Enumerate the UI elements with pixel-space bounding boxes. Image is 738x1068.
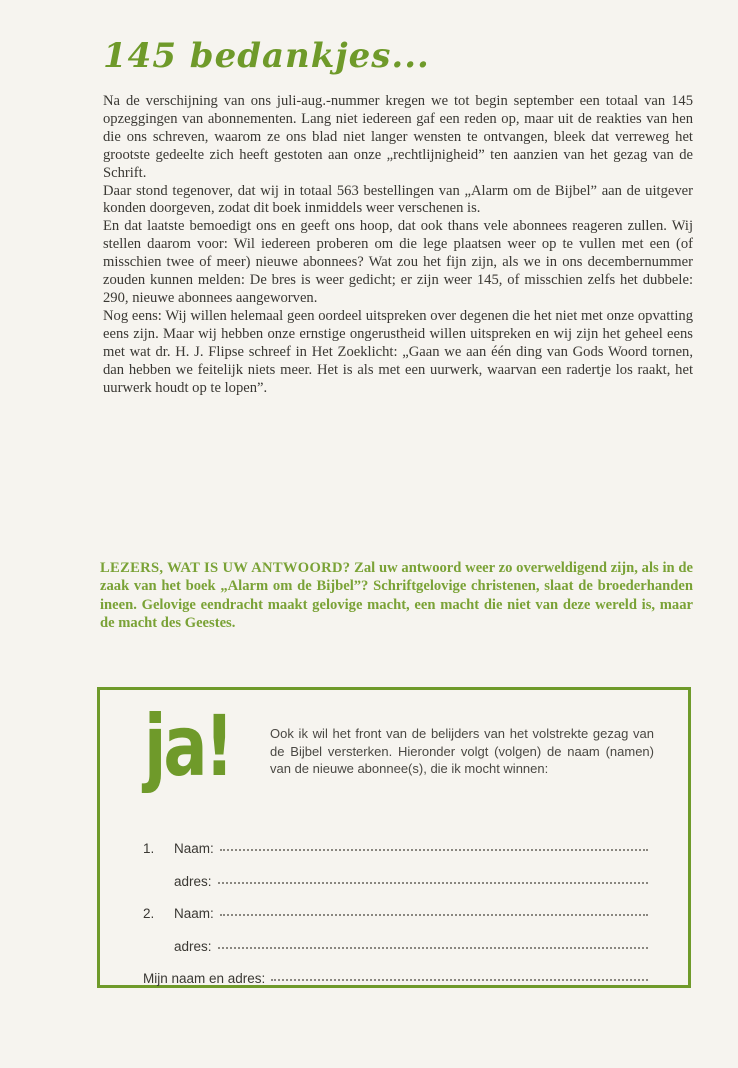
name-2-line[interactable] (220, 913, 648, 916)
callout-lead: LEZERS, WAT IS UW ANTWOORD? (100, 560, 351, 576)
own-address-line[interactable] (271, 978, 648, 981)
own-address-row[interactable] (143, 962, 648, 986)
field-number: 1. (143, 841, 155, 856)
form-fields (143, 832, 648, 995)
callout-text: Zal uw antwoord weer zo overweldigend zijn, als in de zaak van het boek „Alarm om de Bijbel”? Schriftgelovige christenen, slaat de broederhanden ineen. Gelovige eendracht maakt gelovige macht, een macht die niet van deze wereld is, maar de macht des Geestes. (100, 560, 693, 632)
paragraph: En dat laatste bemoedigt ons en geeft ons hoop, dat ook thans vele abonnees reageren zullen. Wij stellen daarom voor: Wil iedereen proberen om die lege plaatsen weer op te vullen met een (of misschien twee of meer) nieuwe abonnees? Wat zou het fijn zijn, als we in ons decembernummer zouden kunnen melden: De bres is weer gedicht; er zijn weer 145, of misschien zelfs het dubbele: 290, nieuwe abonnees aangeworven. (103, 218, 693, 306)
subscription-form (97, 687, 691, 988)
callout (100, 559, 693, 633)
field-number: 2. (143, 906, 155, 921)
page-title: 145 bedankjes... (103, 36, 430, 76)
field-label: Naam: (174, 841, 214, 856)
paragraph: Daar stond tegenover, dat wij in totaal 563 bestellingen van „Alarm om de Bijbel” aan de uitgever konden doorgeven, zodat dit boek inmiddels weer verschenen is. (103, 182, 693, 217)
ja-logo: ja! (144, 697, 232, 795)
field-label: adres: (174, 938, 212, 954)
address-1-line[interactable] (218, 881, 648, 884)
form-intro: Ook ik wil het front van de belijders van het volstrekte gezag van de Bijbel versterken. Hieronder volgt (volgen) de naam (namen) van de nieuwe abonnee(s), die ik mocht winnen: (270, 726, 654, 776)
paragraph: Nog eens: Wij willen helemaal geen oordeel uitspreken over degenen die het niet met onze opvatting eens zijn. Maar wij hebben onze ernstige ongerustheid willen uitspreken en wij zijn het geheel eens met wat dr. H. J. Flipse schreef in Het Zoeklicht: „Gaan we aan één ding van Gods Woord tornen, dan hebben we feitelijk niets meer. Het is als met een uurwerk, waarvan een radertje los raakt, het uurwerk houdt op te lopen”. (103, 307, 693, 396)
field-label: adres: (174, 873, 212, 889)
article-body (103, 93, 693, 397)
address-2-row[interactable] (143, 930, 648, 954)
address-1-row[interactable] (143, 865, 648, 889)
name-1-row[interactable] (143, 832, 648, 856)
name-2-row[interactable] (143, 897, 648, 921)
field-label: Naam: (174, 906, 214, 921)
paragraph: Na de verschijning van ons juli-aug.-nummer kregen we tot begin september een totaal van 145 opzeggingen van abonnementen. Lang niet iedereen gaf een reden op, maar uit de reakties van hen die ons schreven, waarom ze ons blad niet langer wensten te ontvangen, bleek dat verreweg het grootste gedeelte zich heeft gestoten aan onze „rechtlijnigheid” ten aanzien van het gezag van de Schrift. (103, 93, 693, 181)
field-label: Mijn naam en adres: (143, 971, 266, 986)
address-2-line[interactable] (218, 946, 648, 949)
name-1-line[interactable] (220, 848, 648, 851)
